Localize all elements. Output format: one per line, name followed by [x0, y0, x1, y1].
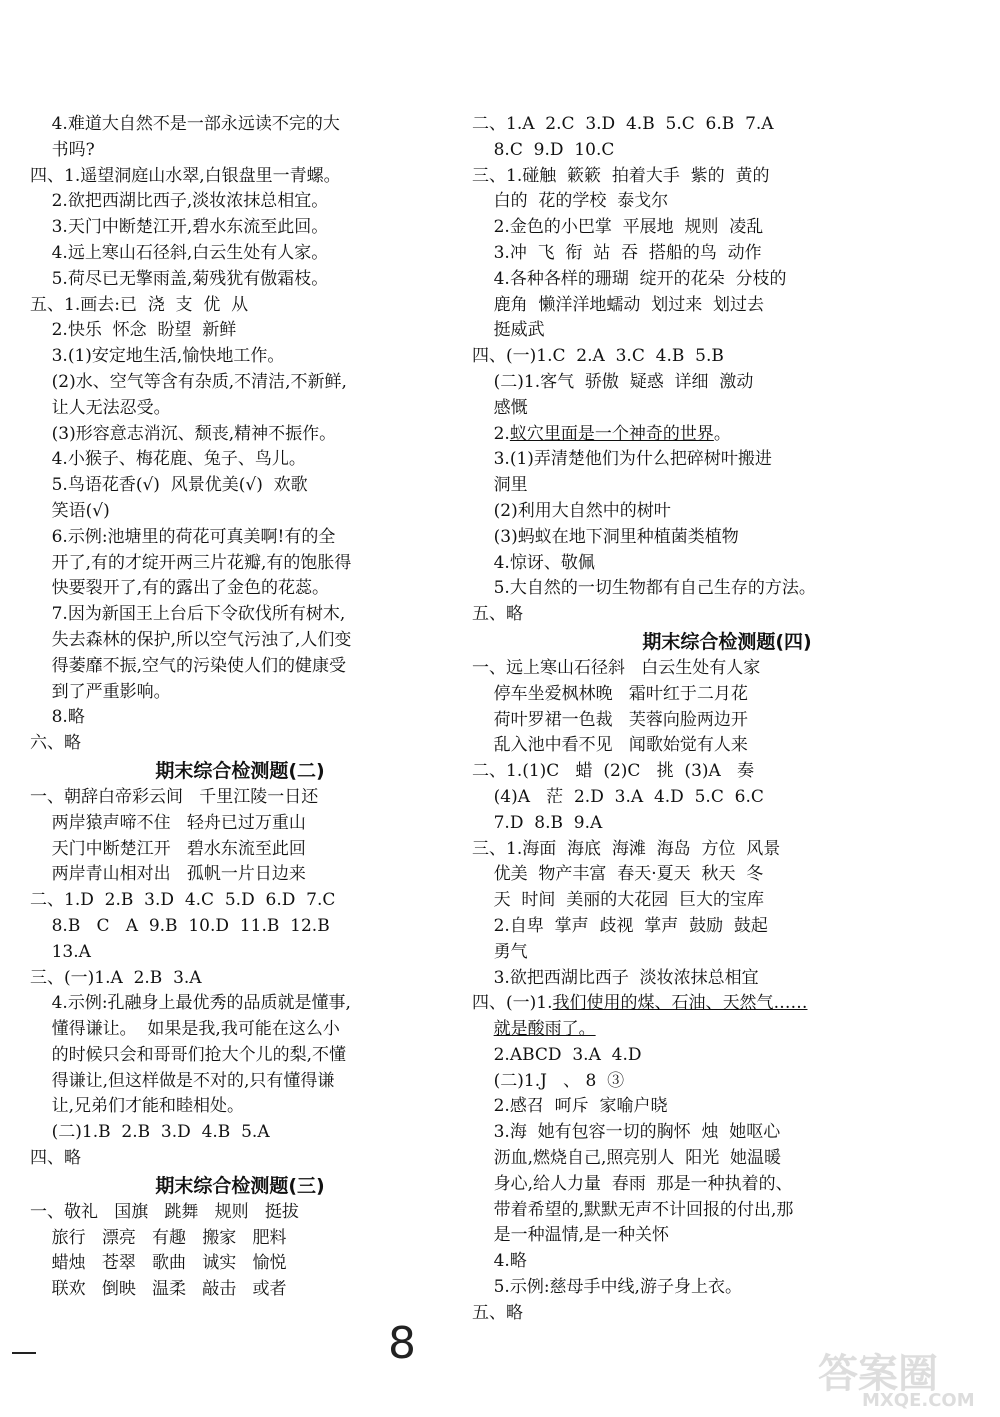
answer-line: 六、略 — [30, 733, 81, 754]
answer-line: 5.鸟语花香(√) 风景优美(√) 欢歌 — [30, 475, 308, 496]
answer-line: 4.各种各样的珊瑚 绽开的花朵 分枝的 — [472, 268, 787, 289]
answer-line — [472, 991, 982, 1017]
answer-line: 2.快乐 怀念 盼望 新鲜 — [30, 320, 237, 341]
section-title: 期末综合检测题(三) — [155, 1174, 325, 1197]
answer-line: 得萎靡不振,空气的污染使人们的健康受 — [30, 655, 347, 676]
answer-line: 失去森林的保护,所以空气污浊了,人们变 — [30, 629, 352, 650]
answer-line: 5.大自然的一切生物都有自己生存的方法。 — [472, 578, 816, 599]
answer-line: 2.ABCD 3.A 4.D — [472, 1044, 642, 1065]
answer-line: 鹿角 懒洋洋地蠕动 划过来 划过去 — [472, 294, 765, 315]
answer-line: (二)1.客气 骄傲 疑惑 详细 激动 — [472, 371, 754, 392]
left-column — [30, 112, 450, 1303]
answer-line: 四、(一)1.C 2.A 3.C 4.B 5.B — [472, 346, 724, 367]
answer-line: (2)水、空气等含有杂质,不清洁,不新鲜, — [30, 371, 347, 392]
answer-line: 旅行 漂亮 有趣 搬家 肥料 — [30, 1227, 287, 1248]
answer-line: 得谦让,但这样做是不对的,只有懂得谦 — [30, 1070, 335, 1091]
answer-line: 一、远上寒山石径斜 白云生处有人家 — [472, 657, 761, 678]
answer-line: 书吗? — [30, 139, 95, 160]
answer-line: 停车坐爱枫林晚 霜叶红于二月花 — [472, 683, 748, 704]
answer-line: 乱入池中看不见 闻歌始觉有人来 — [472, 735, 748, 756]
answer-line: 三、1.海面 海底 海滩 海岛 方位 风景 — [472, 838, 781, 859]
margin-dash — [12, 1352, 36, 1354]
answer-line: (3)蚂蚁在地下洞里种植菌类植物 — [472, 526, 739, 547]
answer-line: 5.示例:慈母手中线,游子身上衣。 — [472, 1277, 742, 1298]
answer-line: 4.难道大自然不是一部永远读不完的大 — [30, 114, 340, 134]
watermark-logo: 答案圈 — [818, 1351, 938, 1397]
answer-line: (二)1.J 、 8 ③ — [472, 1070, 625, 1091]
answer-line — [472, 422, 982, 448]
answer-line: 8.B C A 9.B 10.D 11.B 12.B — [30, 915, 330, 936]
answer-line: 五、1.画去:已 浇 支 优 从 — [30, 294, 249, 315]
right-column — [472, 112, 982, 1327]
answer-line: 天门中断楚江开 碧水东流至此回 — [30, 838, 306, 859]
answer-line: 荷叶罗裙一色裁 芙蓉向脸两边开 — [472, 709, 748, 730]
watermark-url: MXQE.COM — [862, 1390, 975, 1411]
answer-line: 8.C 9.D 10.C — [472, 139, 615, 160]
answer-line: 的时候只会和哥哥们抢大个儿的梨,不懂 — [30, 1044, 347, 1065]
answer-line: 四、1.遥望洞庭山水翠,白银盘里一青螺。 — [30, 165, 341, 186]
answer-prefix: 四、(一)1. — [472, 993, 553, 1014]
answer-line: 笑语(√) — [30, 500, 110, 521]
answer-prefix: 2. — [472, 423, 510, 444]
answer-line: 3.(1)弄清楚他们为什么把碎树叶搬进 — [472, 449, 772, 470]
answer-line: 四、略 — [30, 1148, 81, 1169]
answer-line: 懂得谦让。 如果是我,我可能在这么小 — [30, 1019, 340, 1040]
answer-line: 白的 花的学校 泰戈尔 — [472, 191, 669, 212]
answer-line: 一、敬礼 国旗 跳舞 规则 挺拔 — [30, 1201, 299, 1222]
answer-line: 让,兄弟们才能和睦相处。 — [30, 1096, 245, 1117]
answer-line: 二、1.(1)C 蜡 (2)C 挑 (3)A 奏 — [472, 761, 755, 782]
answer-line: (2)利用大自然中的树叶 — [472, 500, 671, 521]
answer-line: 13.A — [30, 941, 91, 962]
answer-line: 联欢 倒映 温柔 敲击 或者 — [30, 1279, 287, 1300]
answer-line: 让人无法忍受。 — [30, 397, 171, 418]
answer-line: 勇气 — [472, 941, 528, 962]
answer-line: 2.欲把西湖比西子,淡妆浓抹总相宜。 — [30, 191, 329, 212]
answer-line: 快要裂开了,有的露出了金色的花蕊。 — [30, 578, 330, 599]
answer-line: 三、(一)1.A 2.B 3.A — [30, 967, 202, 988]
answer-line: 五、略 — [472, 604, 523, 625]
answer-line: 带着希望的,默默无声不计回报的付出,那 — [472, 1199, 794, 1220]
answer-line: 4.略 — [472, 1251, 527, 1272]
answer-line: 沥血,燃烧自己,照亮别人 阳光 她温暖 — [472, 1148, 782, 1169]
answer-line: 挺威武 — [472, 320, 545, 341]
underlined-answer: 就是酸雨了。 — [493, 1019, 596, 1040]
answer-line: 一、朝辞白帝彩云间 千里江陵一日还 — [30, 786, 319, 807]
section-title: 期末综合检测题(四) — [642, 630, 812, 653]
answer-line: 身心,给人力量 春雨 那是一种执着的、 — [472, 1173, 793, 1194]
answer-line: 3.冲 飞 衔 站 吞 搭船的鸟 动作 — [472, 242, 762, 263]
watermark — [818, 1342, 988, 1414]
answer-line: 3.天门中断楚江开,碧水东流至此回。 — [30, 217, 329, 238]
answer-line: 天 时间 美丽的大花园 巨大的宝库 — [472, 890, 765, 911]
answer-line: 开了,有的才绽开两三片花瓣,有的饱胀得 — [30, 552, 352, 573]
answer-line: (二)1.B 2.B 3.D 4.B 5.A — [30, 1122, 270, 1143]
underlined-answer: 我们使用的煤、石油、天然气…… — [552, 993, 808, 1014]
answer-line: 感慨 — [472, 397, 528, 418]
section-title: 期末综合检测题(二) — [155, 759, 325, 782]
answer-line: 到了严重影响。 — [30, 681, 171, 702]
answer-line: 二、1.A 2.C 3.D 4.B 5.C 6.B 7.A — [472, 114, 774, 134]
answer-line: 2.金色的小巴掌 平展地 规则 凌乱 — [472, 217, 764, 238]
answer-line: 洞里 — [472, 475, 528, 496]
answer-line: 4.小猴子、梅花鹿、兔子、鸟儿。 — [30, 449, 306, 470]
underlined-answer: 蚁穴里面是一个神奇的世界 — [509, 423, 714, 444]
answer-line: 2.自卑 掌声 歧视 掌声 鼓励 鼓起 — [472, 915, 768, 936]
answer-line: 4.远上寒山石径斜,白云生处有人家。 — [30, 242, 329, 263]
answer-line: 两岸青山相对出 孤帆一片日边来 — [30, 864, 306, 885]
answer-line: (3)形容意志消沉、颓丧,精神不振作。 — [30, 423, 337, 444]
answer-line: 5.荷尽已无擎雨盖,菊残犹有傲霜枝。 — [30, 268, 329, 289]
answer-suffix: 。 — [713, 423, 731, 444]
answer-line: (4)A 茫 2.D 3.A 4.D 5.C 6.C — [472, 786, 764, 807]
answer-line: 两岸猿声啼不住 轻舟已过万重山 — [30, 812, 306, 833]
answer-line: 4.惊讶、敬佩 — [472, 552, 595, 573]
answer-line: 3.(1)安定地生活,愉快地工作。 — [30, 346, 285, 367]
answer-line: 3.海 她有包容一切的胸怀 烛 她呕心 — [472, 1122, 781, 1143]
answer-line: 7.D 8.B 9.A — [472, 812, 603, 833]
answer-line: 3.欲把西湖比西子 淡妆浓抹总相宜 — [472, 967, 759, 988]
answer-line: 是一种温情,是一种关怀 — [472, 1225, 670, 1246]
answer-line: 6.示例:池塘里的荷花可真美啊!有的全 — [30, 526, 336, 547]
answer-line: 优美 物产丰富 春天·夏天 秋天 冬 — [472, 864, 764, 885]
answer-line: 4.示例:孔融身上最优秀的品质就是懂事, — [30, 993, 351, 1014]
answer-line: 二、1.D 2.B 3.D 4.C 5.D 6.D 7.C — [30, 890, 336, 911]
answer-line: 蜡烛 苍翠 歌曲 诚实 愉悦 — [30, 1253, 287, 1274]
answer-line: 2.感召 呵斥 家喻户晓 — [472, 1096, 668, 1117]
answer-line: 三、1.碰触 簌簌 拍着大手 紫的 黄的 — [472, 165, 770, 186]
page-number: 8 — [388, 1318, 416, 1369]
answer-line — [472, 1017, 982, 1043]
answer-line: 8.略 — [30, 707, 85, 728]
answer-line: 7.因为新国王上台后下令砍伐所有树木, — [30, 604, 346, 625]
answer-prefix — [472, 1019, 494, 1039]
answer-line: 五、略 — [472, 1302, 523, 1323]
